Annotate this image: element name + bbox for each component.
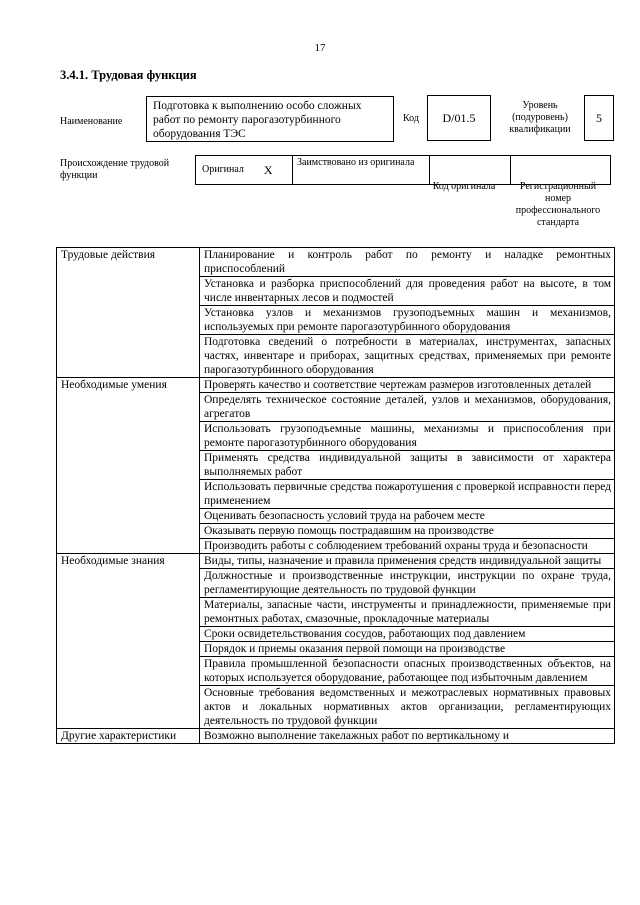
item-cell: Подготовка сведений о потребности в материалах, инструментах, запасных частях, инвентаре и приборах, защитных средствах, применяемых при ремонте парогазотурбинного оборудования xyxy=(200,335,615,378)
item-cell: Сроки освидетельствования сосудов, работающих под давлением xyxy=(200,627,615,642)
registration-number-caption: Регистрационный номер профессионального стандарта xyxy=(515,181,601,228)
table-row xyxy=(57,248,615,277)
table-row xyxy=(57,729,615,744)
item-cell: Виды, типы, назначение и правила применения средств индивидуальной защиты xyxy=(200,554,615,569)
item-cell: Должностные и производственные инструкции, инструкции по охране труда, регламентирующие деятельность по трудовой функции xyxy=(200,569,615,598)
item-cell: Оказывать первую помощь пострадавшим на производстве xyxy=(200,524,615,539)
original-mark: X xyxy=(263,163,273,177)
category-cell: Другие характеристики xyxy=(57,729,200,744)
category-cell: Необходимые знания xyxy=(57,554,200,729)
item-cell: Определять техническое состояние деталей, узлов и механизмов, оборудования, агрегатов xyxy=(200,393,615,422)
item-cell: Планирование и контроль работ по ремонту и наладке ремонтных приспособлений xyxy=(200,248,615,277)
item-cell: Установка узлов и механизмов грузоподъемных машин и механизмов, используемых при ремонте парогазотурбинного оборудования xyxy=(200,306,615,335)
original-code-caption: Код оригинала xyxy=(432,181,496,192)
category-cell: Трудовые действия xyxy=(57,248,200,378)
qualification-level-value: 5 xyxy=(584,95,614,141)
table-row xyxy=(57,554,615,569)
item-cell: Правила промышленной безопасности опасных производственных объектов, на которых используется оборудование, работающее под избыточным давлением xyxy=(200,657,615,686)
origin-label: Происхождение трудовой функции xyxy=(60,158,170,181)
item-cell: Возможно выполнение такелажных работ по вертикальному и xyxy=(200,729,615,744)
item-cell: Материалы, запасные части, инструменты и принадлежности, применяемые при ремонтных работах, смазочные, прокладочные материалы xyxy=(200,598,615,627)
table-row xyxy=(57,378,615,393)
function-name-value: Подготовка к выполнению особо сложных работ по ремонту парогазотурбинного оборудования ТЭС xyxy=(146,96,394,142)
function-details-table xyxy=(56,247,615,744)
function-code-value: D/01.5 xyxy=(427,95,491,141)
item-cell: Использовать первичные средства пожаротушения с проверкой исправности перед применением xyxy=(200,480,615,509)
item-cell: Основные требования ведомственных и межотраслевых нормативных правовых актов и локальных нормативных актов организации, регламентирующих деятельность по трудовой функции xyxy=(200,686,615,729)
borrowed-cell: Заимствовано из оригинала xyxy=(292,155,430,185)
item-cell: Установка и разборка приспособлений для проведения работ на высоте, в том числе инвентарных лесов и подмостей xyxy=(200,277,615,306)
category-cell: Необходимые умения xyxy=(57,378,200,554)
item-cell: Оценивать безопасность условий труда на рабочем месте xyxy=(200,509,615,524)
section-title: 3.4.1. Трудовая функция xyxy=(60,68,197,82)
item-cell: Использовать грузоподъемные машины, механизмы и приспособления при ремонте парогазотурбинного оборудования xyxy=(200,422,615,451)
item-cell: Применять средства индивидуальной защиты в зависимости от характера выполняемых работ xyxy=(200,451,615,480)
item-cell: Производить работы с соблюдением требований охраны труда и безопасности xyxy=(200,539,615,554)
name-label: Наименование xyxy=(60,116,123,127)
original-label: Оригинал xyxy=(202,164,244,175)
code-label: Код xyxy=(403,113,419,124)
original-cell xyxy=(195,155,293,185)
item-cell: Порядок и приемы оказания первой помощи на производстве xyxy=(200,642,615,657)
page-number: 17 xyxy=(314,42,326,54)
qualification-level-label: Уровень (подуровень) квалификации xyxy=(509,100,571,135)
item-cell: Проверять качество и соответствие чертежам размеров изготовленных деталей xyxy=(200,378,615,393)
